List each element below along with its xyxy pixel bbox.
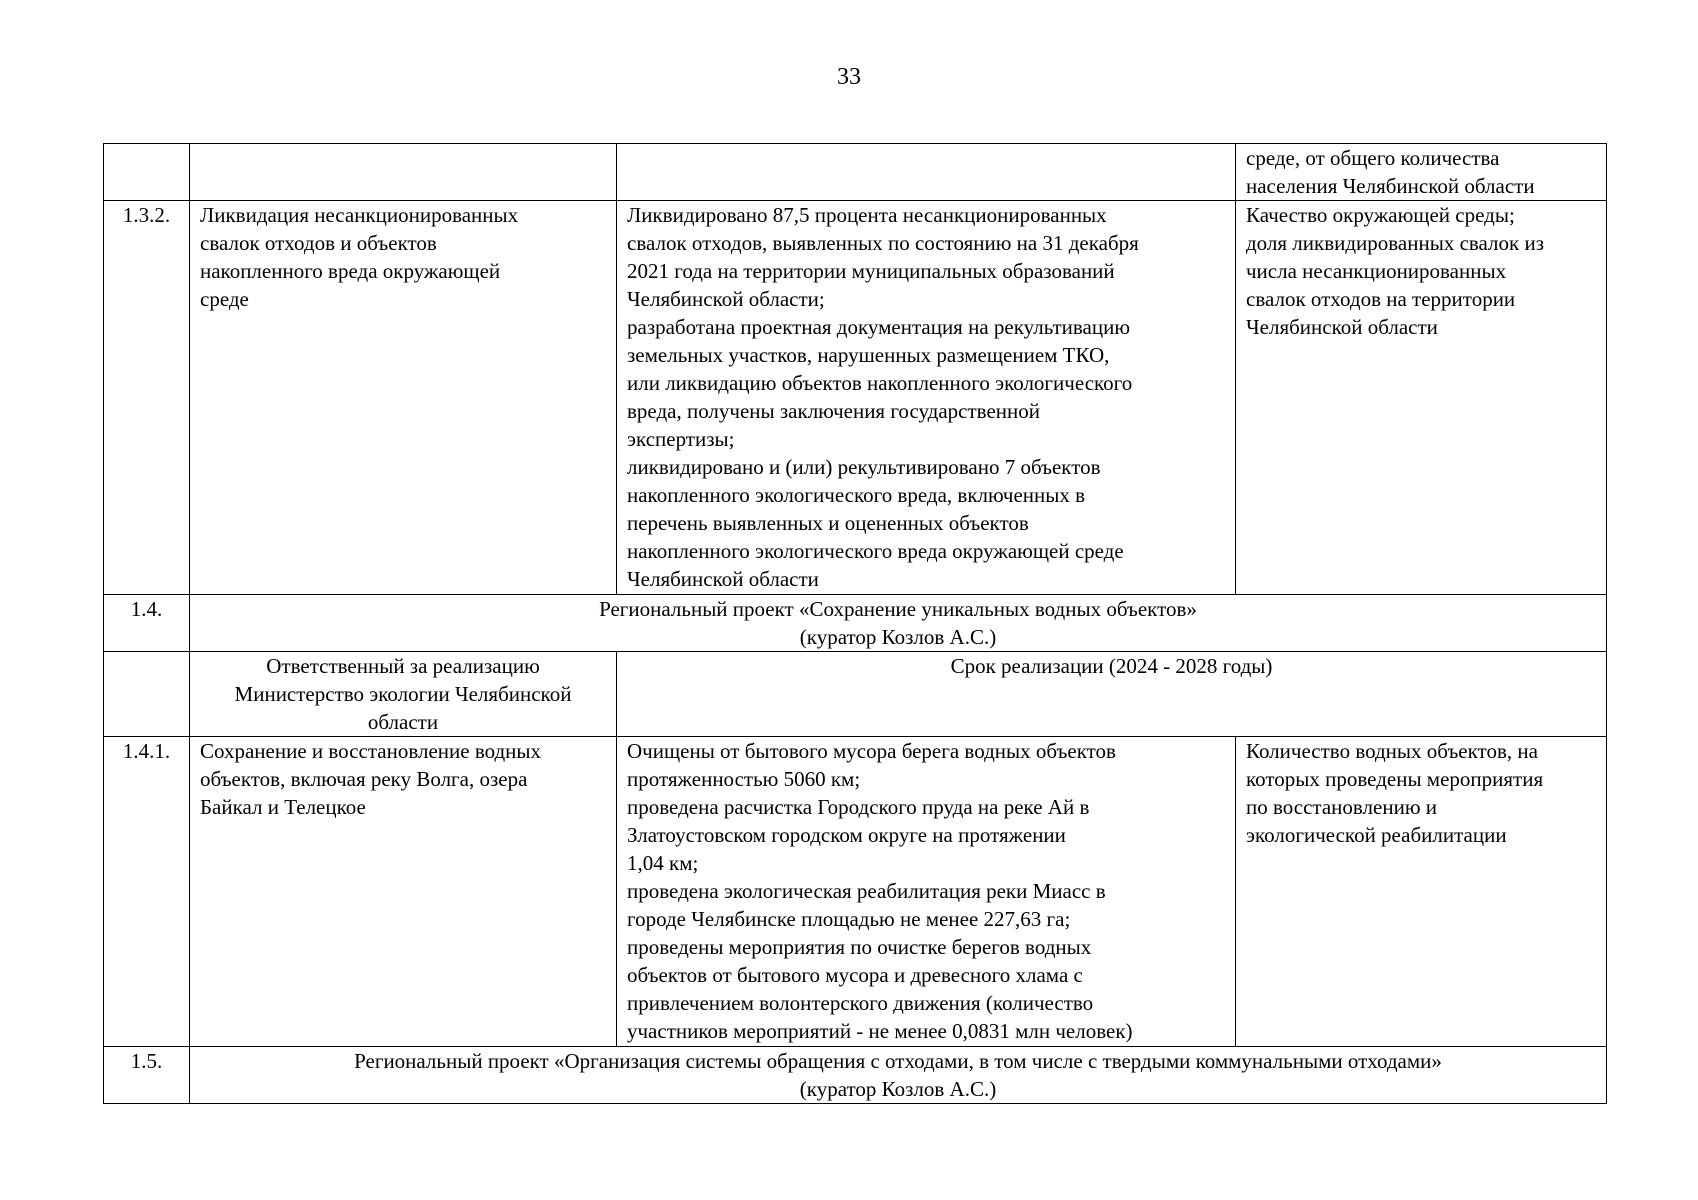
indicator-line: свалок отходов на территории bbox=[1246, 287, 1516, 311]
period-cell bbox=[617, 652, 1607, 737]
result-line: участников мероприятий - не менее 0,0831 млн человек) bbox=[627, 1019, 1133, 1043]
result-line: или ликвидацию объектов накопленного экологического bbox=[627, 371, 1133, 395]
task-line: свалок отходов и объектов bbox=[200, 231, 437, 255]
table-row-1-5 bbox=[104, 1047, 1607, 1104]
task-cell-empty bbox=[190, 144, 617, 201]
indicator-line: экологической реабилитации bbox=[1246, 823, 1507, 847]
indicator-line: населения Челябинской области bbox=[1246, 174, 1535, 198]
result-line: проведены мероприятия по очистке берегов водных bbox=[627, 935, 1092, 959]
result-line: разработана проектная документация на рекультивацию bbox=[627, 315, 1131, 339]
result-line: ликвидировано и (или) рекультивировано 7 объектов bbox=[627, 455, 1101, 479]
result-line: земельных участков, нарушенных размещением ТКО, bbox=[627, 343, 1110, 367]
project-curator: (куратор Козлов А.С.) bbox=[799, 1077, 997, 1101]
task-cell bbox=[190, 737, 617, 1047]
result-line: 2021 года на территории муниципальных образований bbox=[627, 259, 1115, 283]
implementation-period: Срок реализации (2024 - 2028 годы) bbox=[950, 654, 1273, 678]
result-line: Ликвидировано 87,5 процента несанкционированных bbox=[627, 203, 1107, 227]
result-line: 1,04 км; bbox=[627, 851, 699, 875]
indicator-cell bbox=[1236, 737, 1607, 1047]
page-number: 33 bbox=[837, 64, 861, 90]
task-line: Ликвидация несанкционированных bbox=[200, 203, 519, 227]
indicator-cell bbox=[1236, 144, 1607, 201]
responsible-line: Ответственный за реализацию bbox=[266, 654, 540, 678]
result-line: Очищены от бытового мусора берега водных объектов bbox=[627, 739, 1116, 763]
result-line: городе Челябинске площадью не менее 227,63 га; bbox=[627, 907, 1071, 931]
indicator-line: Количество водных объектов, на bbox=[1246, 739, 1538, 763]
regional-project-heading bbox=[190, 595, 1607, 652]
number-cell-empty bbox=[104, 144, 190, 201]
result-line: объектов от бытового мусора и древесного хлама с bbox=[627, 963, 1083, 987]
result-line: проведена экологическая реабилитация реки Миасс в bbox=[627, 879, 1106, 903]
task-cell bbox=[190, 201, 617, 595]
result-line: перечень выявленных и оцененных объектов bbox=[627, 511, 1029, 535]
row-number: 1.4. bbox=[104, 595, 190, 652]
indicator-line: доля ликвидированных свалок из bbox=[1246, 231, 1545, 255]
indicator-line: числа несанкционированных bbox=[1246, 259, 1507, 283]
responsible-line: области bbox=[367, 710, 439, 734]
result-line: вреда, получены заключения государственной bbox=[627, 399, 1041, 423]
result-line: Челябинской области bbox=[627, 567, 819, 591]
responsible-cell bbox=[190, 652, 617, 737]
result-line: привлечением волонтерского движения (количество bbox=[627, 991, 1094, 1015]
task-line: Сохранение и восстановление водных bbox=[200, 739, 542, 763]
number-cell-empty bbox=[104, 652, 190, 737]
task-line: Байкал и Телецкое bbox=[200, 795, 366, 819]
indicator-cell bbox=[1236, 201, 1607, 595]
indicator-line: которых проведены мероприятия bbox=[1246, 767, 1544, 791]
table-row-1-4-1 bbox=[104, 737, 1607, 1047]
indicator-line: среде, от общего количества bbox=[1246, 146, 1500, 170]
result-cell bbox=[617, 201, 1236, 595]
result-line: накопленного экологического вреда, включенных в bbox=[627, 483, 1086, 507]
result-line: накопленного экологического вреда окружающей среде bbox=[627, 539, 1124, 563]
table-row-continuation bbox=[104, 144, 1607, 201]
task-line: объектов, включая реку Волга, озера bbox=[200, 767, 528, 791]
table-row-responsible bbox=[104, 652, 1607, 737]
indicator-line: по восстановлению и bbox=[1246, 795, 1438, 819]
project-title: Региональный проект «Организация системы обращения с отходами, в том числе с твердыми коммунальными отходами» bbox=[354, 1049, 1442, 1073]
result-line: протяженностью 5060 км; bbox=[627, 767, 861, 791]
task-line: среде bbox=[200, 287, 249, 311]
result-line: Златоустовском городском округе на протяжении bbox=[627, 823, 1066, 847]
indicator-line: Качество окружающей среды; bbox=[1246, 203, 1515, 227]
row-number: 1.4.1. bbox=[104, 737, 190, 1047]
result-line: проведена расчистка Городского пруда на реке Ай в bbox=[627, 795, 1090, 819]
result-cell-empty bbox=[617, 144, 1236, 201]
result-cell bbox=[617, 737, 1236, 1047]
table-row-1-3-2 bbox=[104, 201, 1607, 595]
row-number: 1.3.2. bbox=[104, 201, 190, 595]
indicator-line: Челябинской области bbox=[1246, 315, 1438, 339]
result-line: Челябинской области; bbox=[627, 287, 825, 311]
regional-project-heading bbox=[190, 1047, 1607, 1104]
result-line: экспертизы; bbox=[627, 427, 735, 451]
task-line: накопленного вреда окружающей bbox=[200, 259, 501, 283]
row-number: 1.5. bbox=[104, 1047, 190, 1104]
project-title: Региональный проект «Сохранение уникальных водных объектов» bbox=[599, 597, 1197, 621]
measures-table bbox=[103, 143, 1607, 1104]
result-line: свалок отходов, выявленных по состоянию на 31 декабря bbox=[627, 231, 1139, 255]
responsible-line: Министерство экологии Челябинской bbox=[234, 682, 572, 706]
project-curator: (куратор Козлов А.С.) bbox=[799, 625, 997, 649]
table-row-1-4 bbox=[104, 595, 1607, 652]
